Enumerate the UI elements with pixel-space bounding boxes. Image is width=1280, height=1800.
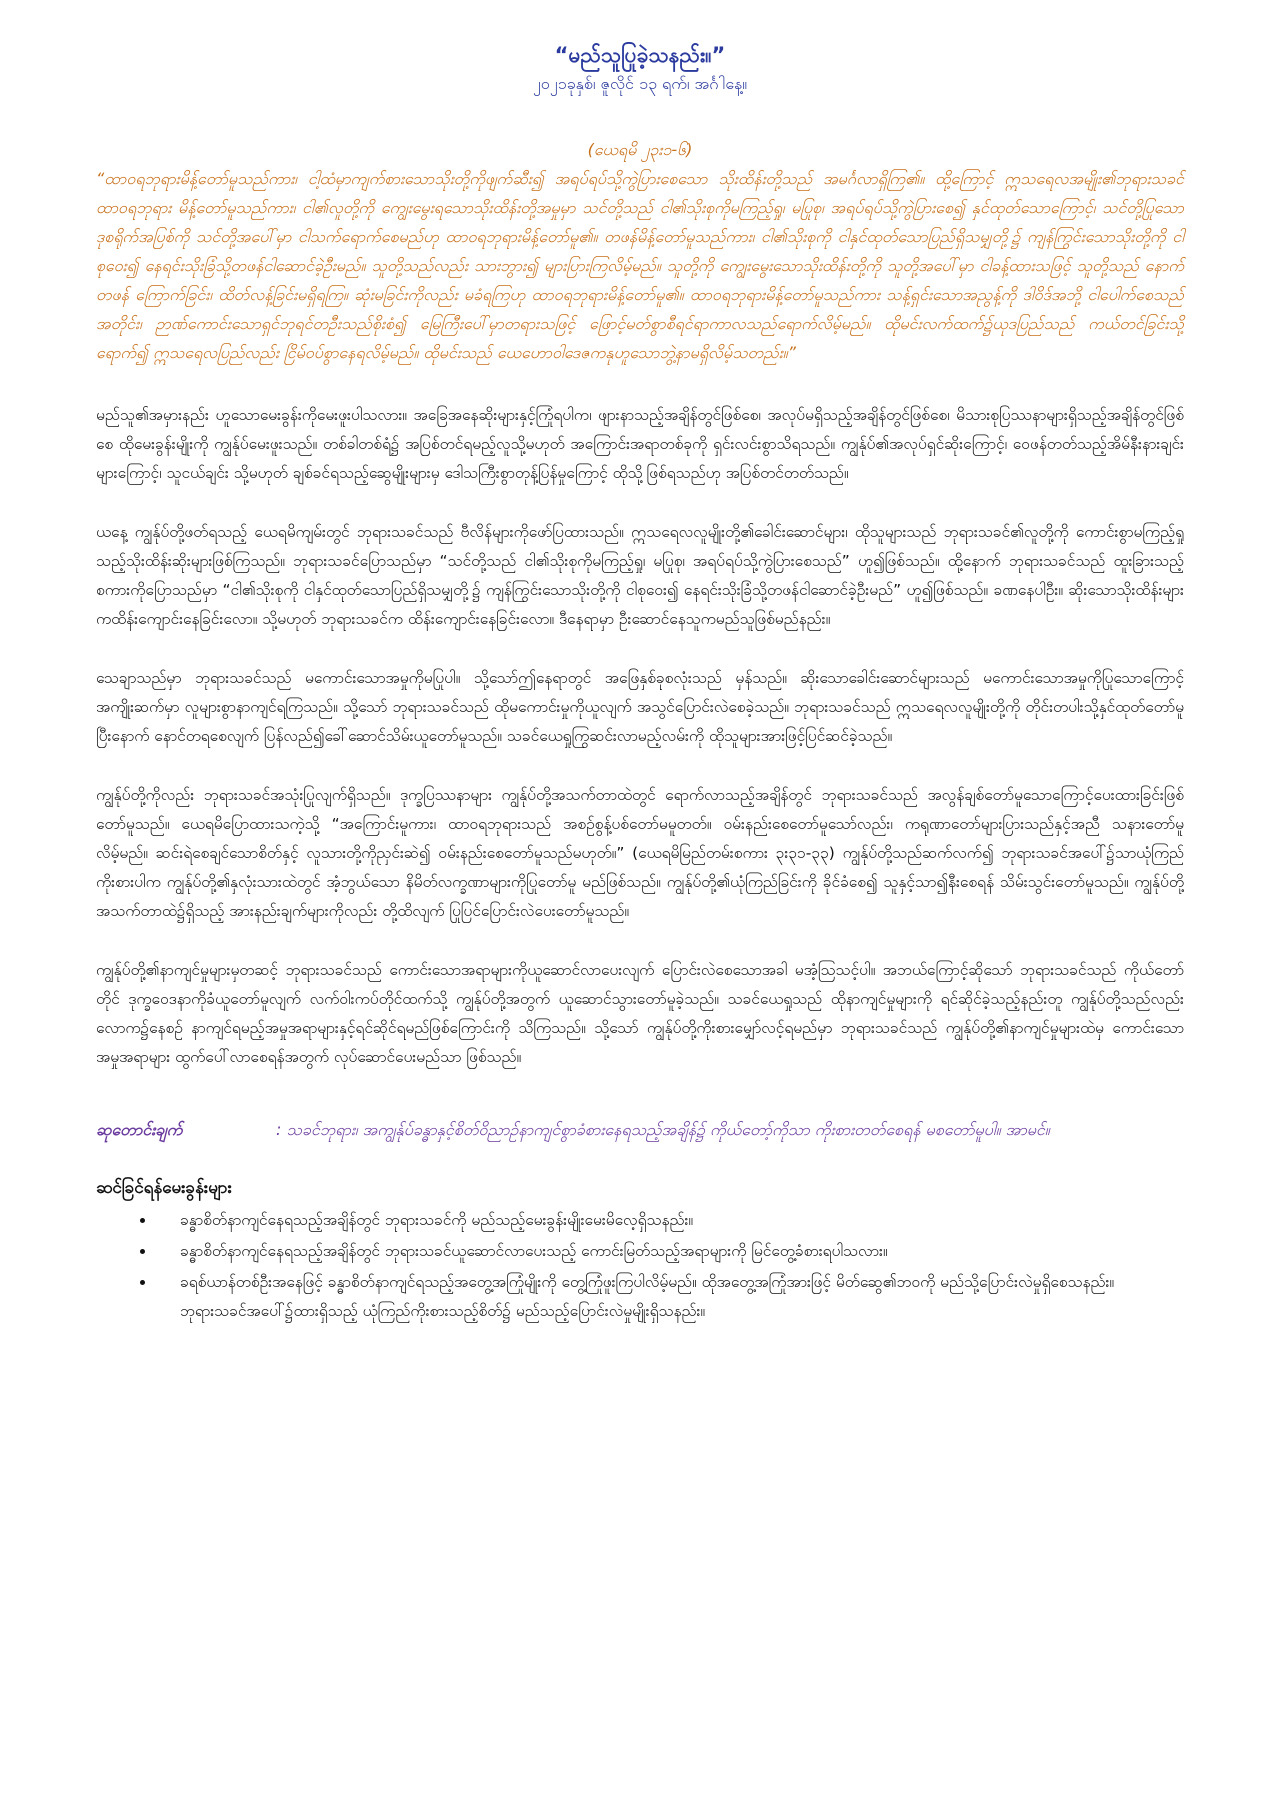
body-paragraph: ကျွန်ုပ်တို့ကိုလည်း ဘုရားသခင်အသုံးပြုလျက်ရှိသည်။ ဒုက္ခပြဿနာများ ကျွန်ုပ်တို့အသက်တာထဲတွင် ရောက်လာသည့်အချိန်တွင် ဘုရားသခင်သည် အလွန်ချစ်တော်မူသောကြောင့်ပေးထားခြင်းဖြစ်တော်မူသည်။ ယေရမိပြောထားသကဲ့သို့ “အကြောင်းမူကား၊ ထာဝရဘုရားသည် အစဉ်စွန့်ပစ်တော်မမူတတ်။ ဝမ်းနည်းစေတော်မူသော်လည်း၊ ကရုဏာတော်များပြားသည်နှင့်အညီ သနားတော်မူလိမ့်မည်။ ဆင်းရဲစေချင်သောစိတ်နှင့် လူသားတို့ကိုညှင်းဆဲ၍ ဝမ်းနည်းစေတော်မူသည်မဟုတ်။” (ယေရမိမြည်တမ်းစကား ၃း၃၁-၃၃) ကျွန်ုပ်တို့သည်ဆက်လက်၍ ဘုရားသခင်အပေါ်၌သာယုံကြည်ကိုးစားပါက ကျွန်ုပ်တို့၏နှလုံးသားထဲတွင် အံ့ဘွယ်သော နိမိတ်လက္ခဏာများကိုပြုတော်မူ မည်ဖြစ်သည်။ ကျွန်ုပ်တို့၏ယုံကြည်ခြင်းကို ခိုင်ခံစေ၍ သူနှင့်သာ၍နီးစေရန် သိမ်းသွင်းတော်မူသည်။ ကျွန်ုပ်တို့အသက်တာထဲ၌ရှိသည့် အားနည်းချက်များကိုလည်း တို့ထိလျက် ပြုပြင်ပြောင်းလဲပေးတော်မူသည်။ [96, 786, 1184, 920]
prayer-label: ဆုတောင်းချက် [96, 1120, 183, 1139]
scripture-reference: (ယေရမိ ၂၃း၁-၆) [587, 140, 693, 159]
body-paragraph: ယနေ့ ကျွန်ုပ်တို့ဖတ်ရသည့် ယေရမိကျမ်းတွင် ဘုရားသခင်သည် ဗီလိန်များကိုဖော်ပြထားသည်။ ဣသရေလလူမျိုးတို့၏ခေါင်းဆောင်များ၊ ထိုသူများသည် ဘုရားသခင်၏လူတို့ကို ကောင်းစွာမကြည့်ရှုသည့်သိုးထိန်းဆိုးများဖြစ်ကြသည်။ ဘုရားသခင်ပြောသည်မှာ “သင်တို့သည် ငါ၏သိုးစုကိုမကြည့်ရှု၊ မပြုစု၊ အရပ်ရပ်သို့ကွဲပြားစေသည်” ဟူ၍ဖြစ်သည်။ ထို့နောက် ဘုရားသခင်သည် ထူးခြားသည့်စကားကိုပြောသည်မှာ “ငါ၏သိုးစုကို ငါနှင်ထုတ်သောပြည်ရှိသမျှတို့၌ ကျန်ကြွင်းသောသိုးတို့ကို ငါစုဝေး၍ နေရင်းသိုးခြံသို့တဖန်ငါဆောင်ခဲ့ဦးမည်” ဟူ၍ဖြစ်သည်။ ခဏနေပါဦး။ ဆိုးသောသိုးထိန်းများကထိန်းကျောင်းနေခြင်းလော။ သို့မဟုတ် ဘုရားသခင်က ထိန်းကျောင်းနေခြင်းလော။ ဒီနေရာမှာ ဦးဆောင်နေသူကမည်သူဖြစ်မည်နည်း။ [96, 523, 1184, 628]
page-title: “မည်သူပြုခဲ့သနည်း။” [554, 43, 726, 67]
reflection-heading: ဆင်ခြင်ရန်မေးခွန်းများ [96, 1178, 232, 1198]
reflection-question: • ခရစ်ယာန်တစ်ဦးအနေဖြင့် ခန္ဓာစိတ်နာကျင်ရသည့်အတွေ့အကြုံမျိုးကို တွေ့ကြုံဖူးကြပါလိမ့်မည်။ ထိုအတွေ့အကြုံအားဖြင့် မိတ်ဆွေ၏ဘဝကို မည်သို့ပြောင်းလဲမှုရှိစေသနည်း။ ဘုရားသခင်အပေါ်၌ထားရှိသည့် ယုံကြည်ကိုးစားသည့်စိတ်၌ မည်သည့်ပြောင်းလဲမှုမျိုးရှိသနည်း။ [156, 1268, 1184, 1326]
page-date: ၂၀၂၁ခုနှစ်၊ ဇူလိုင် ၁၃ ရက်၊ အင်္ဂါနေ့။ [532, 74, 748, 93]
reflection-question-list [96, 1206, 1184, 1326]
body-paragraph: သေချာသည်မှာ ဘုရားသခင်သည် မကောင်းသောအမှုကိုမပြုပါ။ သို့သော်ဤနေရာတွင် အဖြေနှစ်ခုစလုံးသည် မှန်သည်။ ဆိုးသောခေါင်းဆောင်များသည် မကောင်းသောအမှုကိုပြုသောကြောင့် အကျိုးဆက်မှာ လူများစွာနာကျင်ရကြသည်။ သို့သော် ဘုရားသခင်သည် ထိုမကောင်းမှုကိုယူလျက် အသွင်ပြောင်းလဲစေခဲ့သည်။ ဘုရားသခင်သည် ဣသရေလလူမျိုးတို့ကို တိုင်းတပါးသို့နှင်ထုတ်တော်မူပြီးနောက် နောင်တရစေလျက် ပြန်လည်၍ခေါ်ဆောင်သိမ်းယူတော်မူသည်။ သခင်ယေရှုကြွဆင်းလာမည့်လမ်းကို ထိုသူများအားဖြင့်ပြင်ဆင်ခဲ့သည်။ [96, 669, 1184, 745]
prayer-text: : သခင်ဘုရား၊ အကျွန်ုပ်ခန္ဓာနှင့်စိတ်ဝိညာဉ်နာကျင်စွာခံစားနေရသည့်အချိန်၌ ကိုယ်တော့်ကိုသာ ကိုးစားတတ်စေရန် မစတော်မူပါ။ အာမင်။ [276, 1120, 1050, 1139]
reflection-question: • ခန္ဓာစိတ်နာကျင်နေရသည့်အချိန်တွင် ဘုရားသခင်ကို မည်သည့်မေးခွန်းမျိုးမေးမိလေ့ရှိသနည်း။ [156, 1206, 1184, 1235]
prayer-block [96, 1116, 1184, 1144]
scripture-text: “ထာဝရဘုရားမိန့်တော်မူသည်ကား၊ ငါ့ထံမှာကျက်စားသောသိုးတို့ကိုဖျက်ဆီး၍ အရပ်ရပ်သို့ကွဲပြားစေသော သိုးထိန်းတို့သည် အမင်္ဂလာရှိကြ၏။ ထို့ကြောင့် ဣသရေလအမျိုး၏ဘုရားသခင်ထာဝရဘုရား မိန့်တော်မူသည်ကား၊ ငါ၏လူတို့ကို ကျွေးမွေးရသောသိုးထိန်းတို့အမှုမှာ သင်တို့သည် ငါ၏သိုးစုကိုမကြည့်ရှု၊ မပြုစု၊ အရပ်ရပ်သို့ကွဲပြားစေ၍ နှင်ထုတ်သောကြောင့်၊ သင်တို့ပြုသောဒုစရိုက်အပြစ်ကို သင်တို့အပေါ်မှာ ငါသက်ရောက်စေမည်ဟု ထာဝရဘုရားမိန့်တော်မူ၏။ တဖန်မိန့်တော်မူသည်ကား၊ ငါ၏သိုးစုကို ငါနှင်ထုတ်သောပြည်ရှိသမျှတို့၌ ကျန်ကြွင်းသောသိုးတို့ကို ငါစုဝေး၍ နေရင်းသိုးခြံသို့တဖန်ငါဆောင်ခဲ့ဦးမည်။ သူတို့သည်လည်း သားဘွား၍ များပြားကြလိမ့်မည်။ သူတို့ကို ကျွေးမွေးသောသိုးထိန်းတို့ကို သူတို့အပေါ်မှာ ငါခန့်ထားသဖြင့် သူတို့သည် နောက်တဖန် ကြောက်ခြင်း၊ ထိတ်လန့်ခြင်းမရှိရကြ။ ဆုံးမခြင်းကိုလည်း မခံရကြဟု ထာဝရဘုရားမိန့်တော်မူ၏။ ထာဝရဘုရားမိန့်တော်မူသည်ကား သန့်ရှင်းသောအညွန့်ကို ဒါဝိဒ်အဘို့ ငါပေါက်စေသည်အတိုင်း၊ ဉာဏ်ကောင်းသောရှင်ဘုရင်တဦးသည်စိုးစံ၍ မြေကြီးပေါ်မှာတရားသဖြင့် ဖြောင့်မတ်စွာစီရင်ရာကာလသည်ရောက်လိမ့်မည်။ ထိုမင်းလက်ထက်၌ယုဒပြည်သည် ကယ်တင်ခြင်းသို့ရောက်၍ ဣသရေလပြည်လည်း ငြိမ်ဝပ်စွာနေရလိမ့်မည်။ ထိုမင်းသည် ယေဟောဝါဒေဇကနုဟူသောဘွဲ့နာမရှိလိမ့်သတည်း။” [96, 169, 1184, 362]
reflection-question: • ခန္ဓာစိတ်နာကျင်နေရသည့်အချိန်တွင် ဘုရားသခင်ယူဆောင်လာပေးသည့် ကောင်းမြတ်သည့်အရာများကို မြင်တွေ့ခံစားရပါသလား။ [156, 1237, 1184, 1266]
body-paragraph: ကျွန်ုပ်တို့၏နာကျင်မှုများမှတဆင့် ဘုရားသခင်သည် ကောင်းသောအရာများကိုယူဆောင်လာပေးလျက် ပြောင်းလဲစေသောအခါ မအံ့ဩသင့်ပါ။ အဘယ်ကြောင့်ဆိုသော် ဘုရားသခင်သည် ကိုယ်တော်တိုင် ဒုက္ခဝေဒနာကိုခံယူတော်မူလျက် လက်ဝါးကပ်တိုင်ထက်သို့ ကျွန်ုပ်တို့အတွက် ယူဆောင်သွားတော်မူခဲ့သည်။ သခင်ယေရှုသည် ထိုနာကျင်မှုများကို ရင်ဆိုင်ခဲ့သည့်နည်းတူ ကျွန်ုပ်တို့သည်လည်း လောက၌နေစဉ် နာကျင်ရမည့်အမှုအရာများနှင့်ရင်ဆိုင်ရမည်ဖြစ်ကြောင်းကို သိကြသည်။ သို့သော် ကျွန်ုပ်တို့ကိုးစားမျှော်လင့်ရမည်မှာ ဘုရားသခင်သည် ကျွန်ုပ်တို့၏နာကျင်မှုများထဲမှ ကောင်းသောအမှုအရာများ ထွက်ပေါ်လာစေရန်အတွက် လုပ်ဆောင်ပေးမည်သာ ဖြစ်သည်။ [96, 961, 1184, 1066]
body-paragraph: မည်သူ၏အမှားနည်း ဟူသောမေးခွန်းကိုမေးဖူးပါသလား။ အခြေအနေဆိုးများနှင့်ကြုံရပါက၊ ဖျားနာသည့်အချိန်တွင်ဖြစ်စေ၊ အလုပ်မရှိသည့်အချိန်တွင်ဖြစ်စေ၊ မိသားစုပြဿနာများရှိသည့်အချိန်တွင်ဖြစ်စေ ထိုမေးခွန်းမျိုးကို ကျွန်ုပ်မေးဖူးသည်။ တစ်ခါတစ်ရံ၌ အပြစ်တင်ရမည့်လူသို့မဟုတ် အကြောင်းအရာတစ်ခုကို ရှင်းလင်းစွာသိရသည်။ ကျွန်ုပ်၏အလုပ်ရှင်ဆိုးကြောင့်၊ ဝေဖန်တတ်သည့်အိမ်နီးနားချင်းများကြောင့်၊ သူငယ်ချင်း သို့မဟုတ် ချစ်ခင်ရသည့်ဆွေမျိုးများမှ ဒေါသကြီးစွာတုန့်ပြန်မှုကြောင့် ထိုသို့ဖြစ်ရသည်ဟု အပြစ်တင်တတ်သည်။ [96, 406, 1184, 482]
